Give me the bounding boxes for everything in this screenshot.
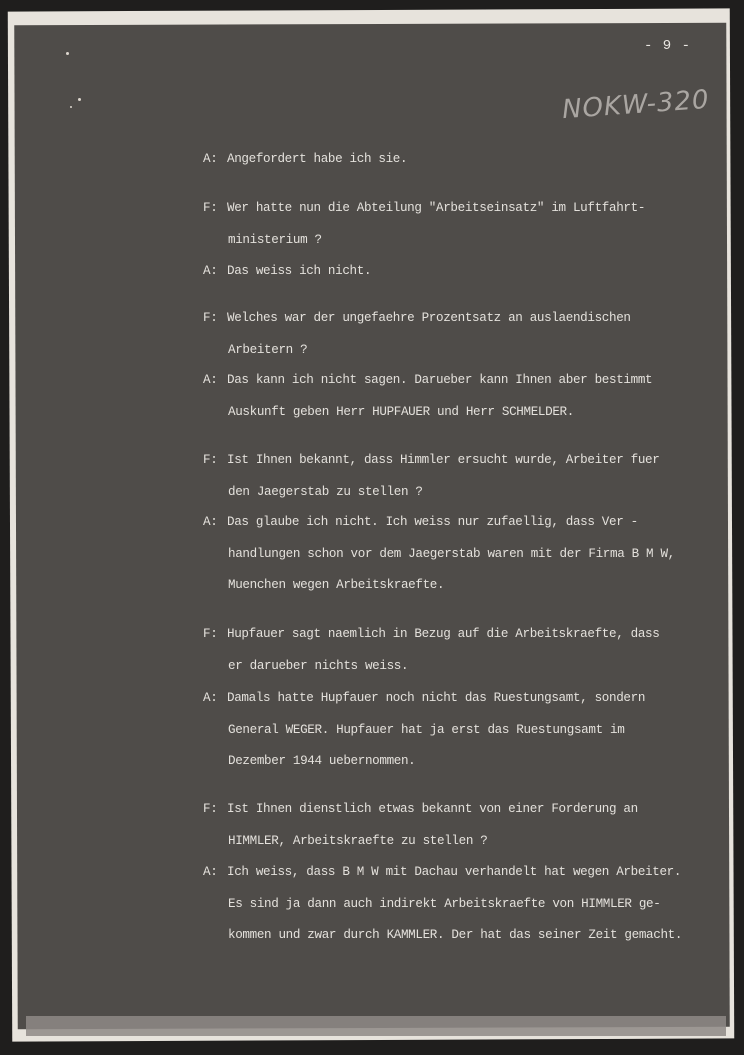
dialogue-entry <box>203 303 734 366</box>
archive-mark: NOKW-320 <box>561 84 711 126</box>
dialogue-entry <box>203 445 734 508</box>
entry-line: Auskunft geben Herr HUPFAUER und Herr SCHMELDER. <box>228 404 574 419</box>
dialogue-entry <box>203 507 734 602</box>
dialogue-entry <box>203 619 734 682</box>
entry-line: Es sind ja dann auch indirekt Arbeitskraefte von HIMMLER ge- <box>228 896 661 911</box>
speaker-label: F: <box>203 311 218 325</box>
dust-speck <box>66 52 69 55</box>
entry-line: Das weiss ich nicht. <box>227 264 372 278</box>
speaker-label: F: <box>203 627 218 641</box>
entry-line: Welches war der ungefaehre Prozentsatz an auslaendischen <box>227 311 631 325</box>
speaker-label: A: <box>203 264 218 278</box>
entry-line: Hupfauer sagt naemlich in Bezug auf die Arbeitskraefte, dass <box>227 627 660 641</box>
entry-line: ministerium ? <box>228 232 322 247</box>
dialogue-entry <box>203 193 734 256</box>
dialogue-entry <box>203 794 734 857</box>
entry-line: Das glaube ich nicht. Ich weiss nur zufaellig, dass Ver - <box>227 515 638 529</box>
entry-line: Das kann ich nicht sagen. Darueber kann Ihnen aber bestimmt <box>227 373 653 387</box>
dust-speck <box>70 106 72 108</box>
speaker-label: A: <box>203 515 218 529</box>
speaker-label: A: <box>203 152 218 166</box>
page-number: - 9 - <box>644 38 692 54</box>
dialogue-entry <box>203 683 734 778</box>
entry-line: handlungen schon vor dem Jaegerstab waren mit der Firma B M W, <box>228 546 675 561</box>
entry-line: Ist Ihnen dienstlich etwas bekannt von einer Forderung an <box>227 802 638 816</box>
dust-speck <box>78 98 81 101</box>
entry-line: General WEGER. Hupfauer hat ja erst das Ruestungsamt im <box>228 722 625 737</box>
dialogue-entry <box>203 256 734 288</box>
entry-line: Wer hatte nun die Abteilung "Arbeitseinsatz" im Luftfahrt- <box>227 201 646 215</box>
scan-bottom-strip <box>26 1016 726 1036</box>
entry-line: Arbeitern ? <box>228 342 308 357</box>
entry-line: er darueber nichts weiss. <box>228 658 409 673</box>
speaker-label: F: <box>203 201 218 215</box>
entry-line: Damals hatte Hupfauer noch nicht das Ruestungsamt, sondern <box>227 691 646 705</box>
speaker-label: F: <box>203 802 218 816</box>
entry-line: HIMMLER, Arbeitskraefte zu stellen ? <box>228 833 488 848</box>
speaker-label: A: <box>203 691 218 705</box>
dialogue-entry <box>203 144 734 176</box>
entry-line: Dezember 1944 uebernommen. <box>228 754 416 768</box>
dialogue-entry <box>203 857 734 952</box>
entry-line: Angefordert habe ich sie. <box>227 152 408 166</box>
dialogue-entry <box>203 365 734 428</box>
speaker-label: F: <box>203 453 218 467</box>
entry-line: Ist Ihnen bekannt, dass Himmler ersucht wurde, Arbeiter fuer <box>227 453 660 467</box>
speaker-label: A: <box>203 373 218 387</box>
entry-line: Ich weiss, dass B M W mit Dachau verhandelt hat wegen Arbeiter. <box>227 865 682 879</box>
speaker-label: A: <box>203 865 218 879</box>
entry-line: den Jaegerstab zu stellen ? <box>228 484 423 499</box>
entry-line: kommen und zwar durch KAMMLER. Der hat das seiner Zeit gemacht. <box>228 928 683 942</box>
entry-line: Muenchen wegen Arbeitskraefte. <box>228 578 445 592</box>
